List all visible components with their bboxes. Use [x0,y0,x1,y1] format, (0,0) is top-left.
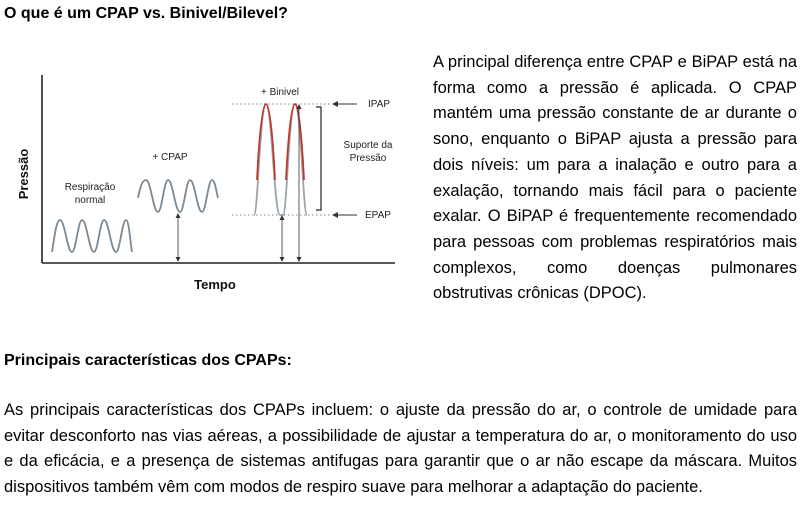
support-label-2: Pressão [349,153,387,164]
binivel-label: + Binivel [260,87,300,98]
epap-label: EPAP [365,210,391,221]
binivel-arrow-1-head-bottom [280,257,285,262]
ipap-label: IPAP [368,99,391,110]
cpap-arrow-head-bottom [176,257,181,262]
normal-label-1: Respiração [64,182,116,193]
ipap-pointer-head [332,101,338,107]
pressure-support-bracket [316,107,321,210]
cpap-bipap-diagram [10,70,420,300]
diagram-svg [10,70,420,300]
cpap-arrow-head-top [176,213,181,218]
features-paragraph: As principais características dos CPAPs incluem: o ajuste da pressão do ar, o controle de umidade para evitar desconforto nas vias aéreas, a possibilidade de ajustar a temperatura do ar, o monitoramento do uso e da eficácia, e a presença de sistemas antifugas para garantir que o ar não escape da máscara. Muitos dispositivos também vêm com modos de respiro suave para melhorar a adaptação do paciente. [4,401,797,497]
cpap-label: + CPAP [152,152,188,163]
binivel-ipap-wave [257,104,304,180]
normal-breathing-wave [52,220,132,252]
x-axis-label: Tempo [194,277,236,292]
cpap-wave [138,180,218,212]
support-label-1: Suporte da [343,140,393,151]
comparison-paragraph: A principal diferença entre CPAP e BiPAP está na forma como a pressão é aplicada. O CPAP mantém uma pressão constante de ar durante o sono, enquanto o BiPAP ajusta a pressão para dois níveis: um para a inalação e outro para a exalação, tornando mais fácil para o paciente exalar. O BiPAP é frequentemente recomendado para pessoas com problemas respiratórios mais complexos, como doenças pulmonares obstrutivas crônicas (DPOC). [433,53,797,303]
y-axis-label: Pressão [16,148,31,200]
epap-pointer-head [332,212,338,218]
binivel-arrow-2-head-bottom [297,257,302,262]
section-heading: Principais características dos CPAPs: [4,352,292,369]
normal-label-2: normal [74,195,106,206]
page-title: O que é um CPAP vs. Binivel/Bilevel? [4,5,288,22]
